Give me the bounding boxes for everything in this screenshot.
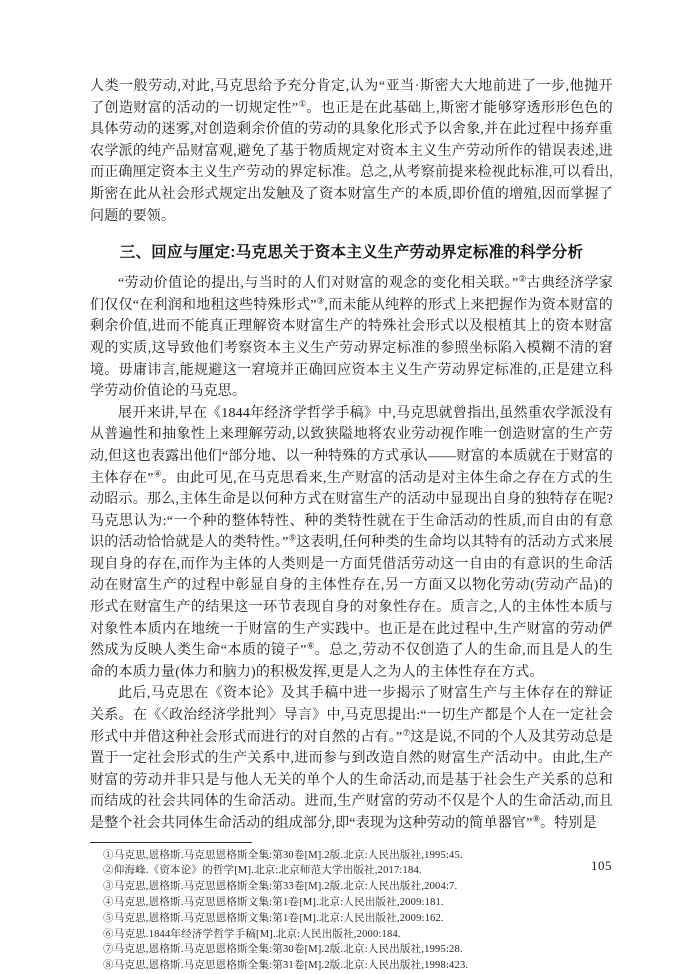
footnote-item: ①马克思,恩格斯.马克思恩格斯全集:第30卷[M].2版.北京:人民出版社,1995:45.	[103, 849, 463, 861]
footnote-reference-mark: ②	[518, 273, 527, 284]
body-paragraph: 展开来讲,早在《1844年经济学哲学手稿》中,马克思就曾指出,虽然重农学派没有从普遍性和抽象性上来理解劳动,以致狭隘地将农业劳动视作唯一创造财富的生产劳动,但这也表露出他们“部分地、以一种特殊的方式承认——财富的本质就在于财富的主体存在”④。由此可见,在马克思看来,生产财富的活动是对主体生命之存在方式的生动昭示。那么,主体生命是以何种方式在财富生产的活动中显现出自身的独特存在呢? 马克思认为:“一个种的整体特性、种的类特性就在于生命活动的性质,而自由的有意识的活动恰恰就是人的类特性。”⑤这表明,任何种类的生命均以其特有的活动方式来展现自身的存在,而作为主体的人类则是一方面凭借活劳动这一自由的有意识的生命活动在财富生产的过程中彰显自身的主体性存在,另一方面又以物化劳动(劳动产品)的形式在财富生产的结果这一环节表现自身的对象性存在。质言之,人的主体性本质与对象性本质内在地统一于财富的生产实践中。也正是在此过程中,生产财富的劳动俨然成为反映人类生命“本质的镜子”⑥。总之,劳动不仅创造了人的生命,而且是人的生命的本质力量(体力和脑力)的积极发挥,更是人之为人的主体性存在方式。	[90, 405, 614, 680]
footnote-item: ⑦马克思,恩格斯.马克思恩格斯全集:第30卷[M].2版.北京:人民出版社,1995:28.	[103, 944, 463, 956]
footnote-item: ④马克思,恩格斯.马克思恩格斯文集:第1卷[M].北京:人民出版社,2009:181.	[103, 896, 444, 908]
footnotes-block	[90, 842, 613, 974]
page-number: 105	[591, 858, 612, 873]
section-heading: 三、回应与厘定:马克思关于资本主义生产劳动界定标准的科学分析	[119, 244, 584, 262]
article-content-column	[90, 76, 613, 974]
body-paragraph: “劳动价值论的提出,与当时的人们对财富的观念的变化相关联。”②古典经济学家们仅仅“在利润和地租这些特殊形式”③,而未能从纯粹的形式上来把握作为资本财富的剩余价值,进而不能真正理解资本财富生产的特殊社会形式以及根植其上的资本财富观的实质,这导致他们考察资本主义生产劳动界定标准的参照坐标陷入模糊不清的窘境。毋庸讳言,能规避这一窘境并正确回应资本主义生产劳动界定标准的,正是建立科学劳动价值论的马克思。	[90, 273, 613, 400]
body-paragraph-continuation: 人类一般劳动,对此,马克思给予充分肯定,认为“亚当·斯密大大地前进了一步,他抛开了创造财富的活动的一切规定性”①。也正是在此基础上,斯密才能够穿透形形色色的具体劳动的迷雾,对创造剩余价值的劳动的具象化形式予以舍象,并在此过程中扬弃重农学派的纯产品财富观,避免了基于物质规定对资本主义生产劳动所作的错误表述,进而正确厘定资本主义生产劳动的界定标准。总之,从考察前提来检视此标准,可以看出,斯密在此从社会形式规定出发触及了资本财富生产的本质,即价值的增殖,因而掌握了问题的要领。	[90, 79, 614, 224]
footnote-reference-mark: ④	[153, 467, 162, 478]
footnote-item: ⑤马克思,恩格斯.马克思恩格斯文集:第1卷[M].北京:人民出版社,2009:162.	[103, 912, 444, 924]
footnote-item: ⑥马克思.1844年经济学哲学手稿[M].北京:人民出版社,2000:184.	[103, 928, 401, 940]
footnote-reference-mark: ⑥	[306, 640, 315, 651]
footnote-item: ③马克思,恩格斯.马克思恩格斯全集:第33卷[M].2版.北京:人民出版社,2004:7.	[103, 881, 458, 893]
body-paragraph: 此后,马克思在《资本论》及其手稿中进一步揭示了财富生产与主体存在的辩证关系。在《〈政治经济学批判〉导言》中,马克思提出:“一切生产都是个人在一定社会形式中并借这种社会形式而进行的对自然的占有。”⑦这是说,不同的个人及其劳动总是置于一定社会形式的生产关系中,进而参与到改造自然的财富生产活动中。由此,生产财富的劳动并非只是与他人无关的单个人的生命活动,而是基于社会生产关系的总和而结成的社会共同体的生命活动。进而,生产财富的劳动不仅是个人的生命活动,而且是整个社会共同体生命活动的组成部分,即“表现为这种劳动的简单器官”⑧。特别是	[90, 686, 614, 831]
footnote-reference-mark: ①	[298, 97, 307, 108]
footnote-reference-mark: ⑤	[288, 532, 297, 543]
footnote-reference-mark: ⑧	[532, 813, 541, 824]
footnote-separator-rule	[90, 842, 252, 843]
footnote-reference-mark: ③	[316, 295, 325, 306]
footnote-item: ⑧马克思,恩格斯.马克思恩格斯全集:第31卷[M].2版.北京:人民出版社,1998:423.	[103, 960, 469, 972]
footnote-reference-mark: ⑦	[402, 726, 411, 737]
footnote-item: ②仰海峰.《资本论》的哲学[M].北京:北京师范大学出版社,2017:184.	[103, 865, 422, 877]
